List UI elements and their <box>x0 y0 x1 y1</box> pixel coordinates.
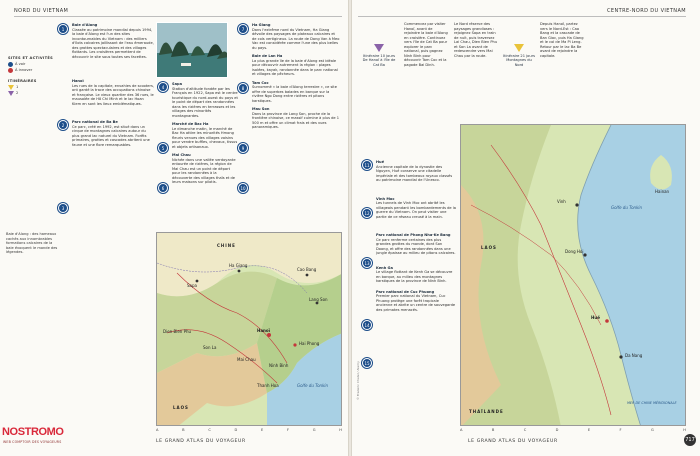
map-label-cao-bang: Cao Bang <box>297 267 317 272</box>
entry-ba-be: Parc national de Ba Be Ce parc, créé en 1992, est situé dans un cirque de montagnes calcaires autour du plus grand lac naturel du Vietnam. Forêts primaires, grottes et cascades abritent une faune et une flore remarquables. <box>72 120 150 147</box>
map-label-hanoi: Hanoï <box>257 328 271 333</box>
site-marker-8: 8 <box>238 83 248 93</box>
legend-title-itin: ITINÉRAIRES <box>8 79 37 83</box>
entry-mau-son: Mau Son Dans la province de Lang Son, proche de la frontière chinoise, ce massif culmine à plus de 1 500 m et offre un climat frais et des vues panoramiques. <box>252 107 340 129</box>
map-label-sapa: Sapa <box>187 283 197 288</box>
left-running-header: NORD DU VIETNAM <box>14 8 69 14</box>
entry-cuc-phuong: Parc national de Cuc Phuong Premier parc national du Vietnam, Cuc Phuong protège une forêt tropicale ancienne et abrite un centre de sauvegarde des primates menacés. <box>376 289 456 312</box>
site-marker-13: 13 <box>362 258 372 268</box>
halong-bay-photo <box>156 22 228 78</box>
yellow-triangle-icon <box>8 85 14 90</box>
map-label-thanh-hoa: Thanh Hoa <box>257 383 279 388</box>
site-marker-12: 12 <box>362 208 372 218</box>
right-header-rule <box>358 16 686 17</box>
red-dot-icon <box>8 68 13 73</box>
map-label-hai-phong: Hai Phong <box>299 341 320 346</box>
left-text-column-3 <box>252 23 340 134</box>
site-marker-2: 2 <box>58 120 68 130</box>
entry-vinh-moc: Vinh Moc Les tunnels de Vinh Moc ont abrité les villageois pendant les bombardements de la guerre du Vietnam. On peut visiter une partie de ce réseau creusé à la main. <box>376 196 456 219</box>
map-label-hue: Hué <box>591 315 600 320</box>
central-map-graphic <box>461 125 686 426</box>
entry-ha-giang: Ha Giang Dans l'extrême nord du Vietnam, Ha Giang dévoile des paysages de plateaux calcaires et de cols vertigineux. La route de Dong Van à Meo Vac est considérée comme l'une des plus belles du pays. <box>252 23 340 50</box>
legend-title-sites: SITES ET ACTIVITÉS <box>8 56 54 60</box>
entry-phong-nha: Parc national de Phong Nha-Ke Bang Ce parc renferme certaines des plus grandes grottes du monde, dont Son Doong, et offre des randonnées dans une jungle épaisse au milieu de pitons calcaires. <box>376 233 456 255</box>
right-sites-column <box>376 160 456 316</box>
map-label-mai-chau: Mai Chau <box>237 357 256 362</box>
site-marker-15: 15 <box>362 358 372 368</box>
central-vietnam-map <box>460 124 686 426</box>
left-map-grid: A B C D E F G H <box>156 428 342 432</box>
left-text-column-2 <box>172 82 238 189</box>
site-marker-1: 1 <box>58 24 68 34</box>
legend-row-innover: À innover <box>8 68 54 73</box>
map-label-son-la: Son La <box>203 345 217 350</box>
right-text-column-2: Le Nord réserve des paysages grandioses : rejoignez Sapa en train de nuit, puis traversez Lai Chau, Dien Bien Phu et Son La avant de redescendre vers Mai Chau par la route. <box>454 22 498 58</box>
site-marker-4: 4 <box>158 82 168 92</box>
entry-hanoi: Hanoï Les rues de la capitale, envahies de scooters, ont gardé la trace des occupations chinoise et française. Le vieux quartier des 36 rues, le mausolée de Hô Chi Minh et le lac Hoan Kiem en sont les lieux emblématiques. <box>72 79 154 106</box>
map-label-ninh-binh: Ninh Binh <box>269 363 289 368</box>
site-marker-7: 7 <box>238 24 248 34</box>
left-footer: LE GRAND ATLAS DU VOYAGEUR <box>156 439 246 444</box>
entry-sapa: Sapa Station d'altitude fondée par les Français en 1922, Sapa est le centre touristique du nord-ouest du pays et le point de départ des randonnées dans les rizières en terrasses et les villages des minorités montagnardes. <box>172 82 238 118</box>
site-marker-10: 10 <box>238 183 248 193</box>
map-label-lang-son: Lang Son <box>309 297 328 302</box>
map-label-vinh: Vinh <box>557 199 566 204</box>
entry-kenh-ga: Kenh Ga Le village flottant de Kenh Ga se découvre en barque, au milieu des montagnes karstiques de la province de Ninh Binh. <box>376 265 453 283</box>
map-label-ha-giang: Ha Giang <box>229 263 248 268</box>
site-marker-9: 9 <box>238 143 248 153</box>
map-label-gulf: Golfe du Tonkin <box>297 383 329 388</box>
map-label-da-nang: Da Nang <box>625 353 643 358</box>
right-map-grid: A B C D E F G H <box>460 428 686 432</box>
site-marker-5: 5 <box>158 143 168 153</box>
map-label-sea: MER DE CHINE MÉRIDIONALE <box>627 401 677 405</box>
entry-lan-ha: Baie de Lan Ha La plus grande île de la baie d'Along est idéale pour découvrir autrement la région : plages isolées, kayak, randonnée dans le parc national et villages de pêcheurs. <box>252 54 338 76</box>
map-label-dong-hoi: Dong Hoi <box>565 249 584 254</box>
map-label-laos: LAOS <box>173 405 189 410</box>
halong-photo-image <box>157 23 228 78</box>
right-text-column-1: Commencez par visiter Hanoï, avant de rejoindre la baie d'Along en croisière. Continuez vers l'île de Cat Ba pour explorer le parc national, puis gagnez Ninh Binh pour découvrir Tam Coc et la pagode Bai Dinh. <box>404 22 448 67</box>
page-number: 717 <box>684 434 696 446</box>
entry-hue: Hué Ancienne capitale de la dynastie des Nguyen, Hué conserve une citadelle impériale et des tombeaux royaux classés au patrimoine mondial de l'Unesco. <box>376 160 453 182</box>
map-label-hainan: Hainan <box>655 189 670 194</box>
legend-row-itin1: 1 <box>8 85 54 90</box>
map-label-thailand: THAÏLANDE <box>469 409 504 414</box>
photo-credit: © Frederic Chatel / Alamy <box>356 361 360 400</box>
itinerary-2: Itinéraire 21 jours Montagnes du Nord <box>502 44 536 67</box>
site-marker-6: 6 <box>158 183 168 193</box>
book-gutter <box>348 0 352 456</box>
logo-brand: NOSTROMO <box>2 426 64 438</box>
right-text-column-3: Depuis Hanoï, partez vers le Nord-Est : Cao Bang et la cascade de Ban Gioc, puis Ha Giang et le col de Ma Pi Leng. Retour par le lac Ba Be avant de rejoindre la capitale. <box>540 22 584 58</box>
logo-subtitle: WEB COMPTOIR DES VOYAGEURS <box>3 440 62 444</box>
entry-tam-coc: Tam Coc Surnommé « la baie d'Along terrestre », ce site offre de superbes balades en barque sur la rivière Ngo Dong entre rizières et pitons karstiques. <box>252 80 337 103</box>
purple-triangle-icon <box>8 91 14 96</box>
site-marker-3: 3 <box>58 203 68 213</box>
site-marker-14: 14 <box>362 320 372 330</box>
left-text-column-1 <box>72 23 154 151</box>
right-running-header: CENTRE-NORD DU VIETNAM <box>607 8 686 14</box>
right-footer: LE GRAND ATLAS DU VOYAGEUR <box>468 439 558 444</box>
itinerary-1: Itinéraire 10 jours De Hanoï à l'île de Cat Ba <box>360 44 398 67</box>
legend-row-itin2: 2 <box>8 91 54 96</box>
map-label-gulf-right: Golfe du Tonkin <box>611 205 643 210</box>
entry-mai-chau: Mai Chau Nichée dans une vallée verdoyante entourée de rizières, la région de Mai Chau est un point de départ pour les randonnées à la découverte des villages thaïs et de leurs maisons sur pilotis. <box>172 153 236 184</box>
itinerary-2-triangle-icon <box>514 44 524 52</box>
north-vietnam-map <box>156 232 342 426</box>
nostromo-logo <box>2 418 68 452</box>
map-label-china: CHINE <box>217 243 236 248</box>
map-label-laos-right: LAOS <box>481 245 497 250</box>
entry-baie-along: Baie d'Along Classée au patrimoine mondial depuis 1994, la baie d'Along est l'un des sites incontournables du Vietnam : des milliers d'îlots calcaires jaillissant de l'eau émeraude, des grottes spectaculaires et des villages flottants. Les croisières permettent de découvrir le site sous toutes ses facettes. <box>72 23 154 59</box>
legend-row-voir: À voir <box>8 62 54 67</box>
photo-caption: Baie d'Along : des hameaux cachés aux innombrables formations calcaires de la baie évoquent le monde des légendes. <box>6 232 58 255</box>
itinerary-1-triangle-icon <box>374 44 384 52</box>
site-marker-11: 11 <box>362 160 372 170</box>
map-legend <box>8 56 54 96</box>
left-header-rule <box>14 16 342 17</box>
map-label-dien-bien: Dien Bien Phu <box>163 329 192 334</box>
entry-bac-ha: Marché de Bac Ha Le dimanche matin, le marché de Bac Ha attire les minorités Hmong fleuris venues des villages voisins pour vendre buffles, chevaux, tissus et objets artisanaux. <box>172 122 238 149</box>
blue-dot-icon <box>8 62 13 67</box>
